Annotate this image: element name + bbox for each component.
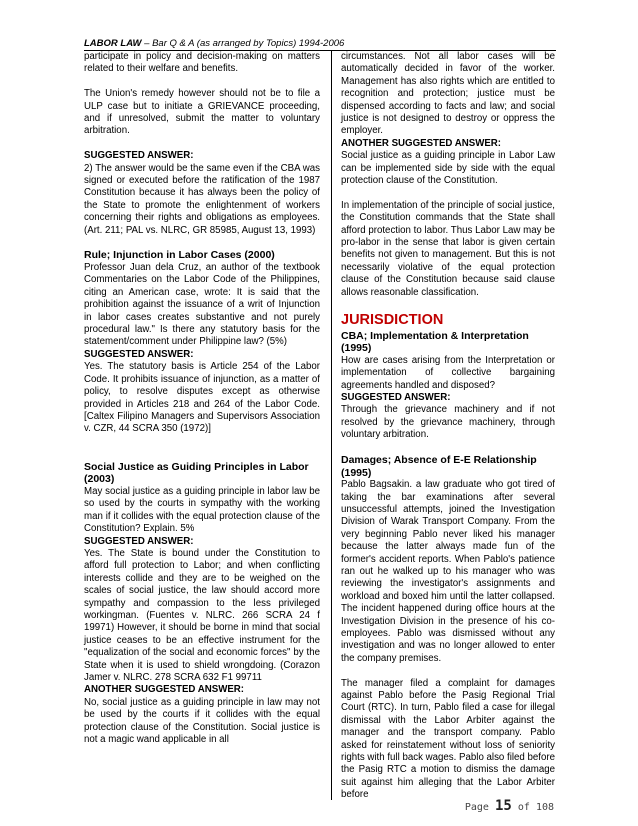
another-suggested-answer-label: ANOTHER SUGGESTED ANSWER:: [84, 684, 245, 696]
topic-heading: Rule; Injunction in Labor Cases (2000): [84, 249, 275, 262]
answer-text: Social justice as a guiding principle in Labor Law can be implemented side by side with the equal protection clause of the Constitution.: [341, 150, 555, 187]
answer-text: 2) The answer would be the same even if the CBA was signed or executed before the ratification of the 1987 Constitution because it has always been the policy of the State to promote the enlightenment of workers concerning their rights and obligations as employees. (Art. 211; PAL vs. NLRC, GR 85985, August 13, 1993): [84, 162, 320, 236]
suggested-answer-label: SUGGESTED ANSWER:: [341, 391, 451, 403]
topic-heading: CBA; Implementation & Interpretation (1995): [341, 329, 529, 355]
footer-of-word: of: [517, 802, 530, 813]
left-column: [84, 51, 320, 746]
question-text: Pablo Bagsakin. a law graduate who got tired of taking the bar examinations after several unsuccessful attempts, joined the Investigation Division of Warak Transport Company. From the very beginning Pablo never liked his manager because the latter always made fun of the former's accident reports. When Pablo's patience ran out he walked up to his manager who was reviewing the investigator's assignments and workload and boxed him until the latter collapsed. The incident happened during office hours at the Investigation Division in the presence of his co-employees. Pablo was dismissed without any investigation and was no longer allowed to enter the company premises.: [341, 479, 555, 664]
question-text: Professor Juan dela Cruz, an author of the textbook Commentaries on the Labor Code of the Philippines, citing an American case, wrote: It is said that the prohibition against the issuance of a writ of Injunction in labor cases creates substantive and not purely procedural law." Is there any statutory basis for the statement/comment under Philippine law? (5%): [84, 262, 320, 348]
right-paragraph-1: circumstances. Not all labor cases will be automatically decided in favor of the worker. Management has also rights which are entitled to recognition and protection; justice must be dispensed according to facts and law; and social justice is not designed to destroy or oppress the employer.: [341, 51, 555, 137]
answer-text: Yes. The statutory basis is Article 254 of the Labor Code. It prohibits issuance of injunction, as a matter of policy, to resolve disputes except as otherwise provided in Articles 218 and 264 of the Labor Code. [Caltex Filipino Managers and Supervisors Association v. CZR, 44 SCRA 350 (1972)]: [84, 361, 320, 435]
topic-heading: Social Justice as Guiding Principles in Labor (2003): [84, 460, 309, 486]
question-text: May social justice as a guiding principle in labor law be so used by the courts in sympathy with the working man if it collides with the equal protection clause of the Constitution? Explain. 5%: [84, 485, 320, 535]
answer-text: Through the grievance machinery and if not resolved by the grievance machinery, through voluntary arbitration.: [341, 404, 555, 441]
column-divider: [331, 50, 332, 800]
header-doc-title: LABOR LAW: [84, 38, 142, 49]
footer-page-word: Page: [464, 802, 489, 813]
suggested-answer-label: SUGGESTED ANSWER:: [84, 150, 194, 162]
footer-total-pages: 108: [535, 802, 554, 813]
left-paragraph-2: The Union's remedy however should not be to file a ULP case but to initiate a GRIEVANCE proceeding, and if unresolved, submit the matter to voluntary arbitration.: [84, 88, 320, 137]
section-heading-jurisdiction: JURISDICTION: [341, 311, 444, 328]
running-header: [84, 38, 554, 49]
header-subtitle: – Bar Q & A (as arranged by Topics) 1994-2006: [141, 38, 345, 49]
right-column: [341, 51, 555, 802]
answer-text: Yes. The State is bound under the Constitution to afford full protection to Labor; and when conflicting interests collide and they are to be weighed on the scales of social justice, the law should accord more sympathy and compassion to the less privileged workingman. (Fuentes v. NLRC. 266 SCRA 24 f 19971) However, it should be borne in mind that social justice ceases to be an effective instrument for the "equalization of the social and economic forces" by the State when it is used to shield wrongdoing. (Corazon Jamer v. NLRC. 278 SCRA 632 F1 99711: [84, 547, 320, 684]
answer-text: No, social justice as a guiding principle in law may not be used by the courts if it collides with the equal protection clause of the Constitution. Social justice is not a magic wand applicable in all: [84, 696, 320, 746]
question-text: The manager filed a complaint for damages against Pablo before the Pasig Regional Trial Court (RTC). In turn, Pablo filed a case for illegal dismissal with the Labor Arbiter against the manager and the transport company. Pablo asked for reinstatement without loss of seniority rights with full back wages. Pablo also filed before the Pasig RTC a motion to dismiss the damage suit against him alleging that the Labor Arbiter before: [341, 677, 555, 801]
another-suggested-answer-label: ANOTHER SUGGESTED ANSWER:: [341, 137, 502, 149]
topic-heading: Damages; Absence of E-E Relationship (1995): [341, 453, 537, 479]
suggested-answer-label: SUGGESTED ANSWER:: [84, 348, 194, 360]
question-text: How are cases arising from the Interpretation or implementation of collective bargaining agreements handled and disposed?: [341, 354, 555, 391]
suggested-answer-label: SUGGESTED ANSWER:: [84, 535, 194, 547]
page-footer: [465, 798, 554, 814]
footer-page-number: 15: [494, 798, 512, 814]
right-paragraph-2: In implementation of the principle of social justice, the Constitution commands that the State shall afford protection to labor. Thus Labor Law may be pro-labor in the sense that labor is given certain benefits not given to management. But this is not necessarily violative of the equal protection clause of the Constitution because said clause allows reasonable classification.: [341, 199, 555, 298]
left-paragraph-1: participate in policy and decision-making on matters related to their welfare and benefits.: [84, 51, 320, 75]
